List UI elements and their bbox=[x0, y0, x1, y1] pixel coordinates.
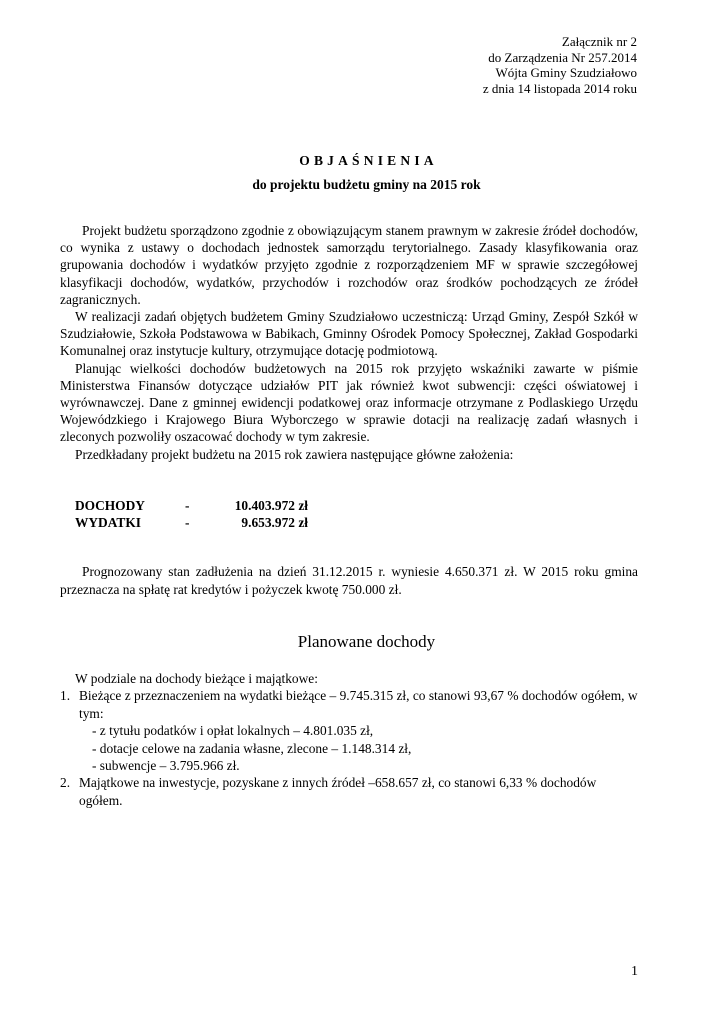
income-intro: W podziale na dochody bieżące i majątkowe: bbox=[75, 671, 318, 686]
income-value: 10.403.972 zł bbox=[234, 498, 308, 513]
expense-row bbox=[75, 514, 308, 531]
income-sublist bbox=[79, 722, 640, 774]
expense-label: WYDATKI bbox=[75, 515, 141, 531]
sub-item-grants: - dotacje celowe na zadania własne, zlecone – 1.148.314 zł, bbox=[92, 740, 412, 756]
income-item-text: Bieżące z przeznaczeniem na wydatki bieżące – 9.745.315 zł, co stanowi 93,67 % dochodów ogółem, w tym: bbox=[79, 688, 638, 721]
sub-item-subsidies: - subwencje – 3.795.966 zł. bbox=[92, 758, 240, 774]
debt-section bbox=[60, 563, 638, 598]
paragraph-units: W realizacji zadań objętych budżetem Gminy Szudziałowo uczestniczą: Urząd Gminy, Zespół Szkół w Szudziałowie, Szkoła Podstawowa w Babikach, Gminny Ośrodek Pomocy Społecznej, Zakład Gospodarki Komunalnej oraz instytucje kultury, otrzymujące dotację podmiotową. bbox=[60, 309, 638, 359]
explanations-body bbox=[60, 222, 638, 463]
paragraph-legal-basis: Projekt budżetu sporządzono zgodnie z obowiązującym stanem prawnym w zakresie źródeł dochodów, co wynika z ustawy o dochodach jednostek samorządu terytorialnego. Zasady klasyfikowania oraz grupowania dochodów i wydatków przyjęto zgodnie z rozporządzeniem MF w sprawie szczegółowej klasyfikacji dochodów, wydatków, przychodów i rozchodów oraz środków pochodzących ze źródeł zagranicznych. bbox=[60, 223, 638, 307]
sub-item-taxes: - z tytułu podatków i opłat lokalnych – 4.801.035 zł, bbox=[92, 723, 374, 739]
document-title: OBJAŚNIENIA bbox=[299, 153, 438, 168]
paragraph-assumptions: Przedkładany projekt budżetu na 2015 rok zawiera następujące główne założenia: bbox=[75, 446, 514, 462]
planned-income-section bbox=[60, 670, 640, 809]
header-line-4: z dnia 14 listopada 2014 roku bbox=[482, 80, 637, 96]
income-item-text: Majątkowe na inwestycje, pozyskane z innych źródeł –658.657 zł, co stanowi 6,33 % dochodów ogółem. bbox=[79, 775, 597, 808]
header-line-3: Wójta Gminy Szudziałowo bbox=[495, 65, 637, 81]
header-line-2: do Zarządzenia Nr 257.2014 bbox=[488, 49, 637, 65]
document-subtitle: do projektu budżetu gminy na 2015 rok bbox=[252, 177, 481, 192]
planned-income-heading: Planowane dochody bbox=[297, 632, 436, 651]
income-list bbox=[60, 687, 640, 809]
budget-summary bbox=[75, 497, 308, 532]
income-dash: - bbox=[185, 498, 190, 513]
header-line-1: Załącznik nr 2 bbox=[561, 34, 637, 49]
income-item-number: 2. bbox=[60, 775, 71, 791]
income-row bbox=[75, 497, 308, 514]
income-item-capital bbox=[60, 774, 640, 809]
debt-paragraph: Prognozowany stan zadłużenia na dzień 31.12.2015 r. wyniesie 4.650.371 zł. W 2015 roku gmina przeznacza na spłatę rat kredytów i pożyczek kwotę 750.000 zł. bbox=[60, 564, 638, 597]
income-label: DOCHODY bbox=[75, 498, 145, 513]
expense-dash: - bbox=[185, 515, 190, 531]
income-item-number: 1. bbox=[60, 688, 71, 704]
expense-value: 9.653.972 zł bbox=[241, 515, 308, 531]
paragraph-planning: Planując wielkości dochodów budżetowych na 2015 rok przyjęto wskaźniki zawarte w piśmie Ministerstwa Finansów dotyczące udziałów PIT jak również kwot subwencji: części oświatowej i wyrównawczej. Dane z gminnej ewidencji podatkowej oraz informacje otrzymane z Podlaskiego Urzędu Wojewódzkiego i Krajowego Biura Wyborczego w sprawie dotacji na realizację zadań własnych i zleconych pozwoliły oszacować dochody w tym zakresie. bbox=[60, 360, 638, 445]
income-item-current bbox=[60, 687, 640, 774]
attachment-header bbox=[483, 34, 637, 96]
page-number: 1 bbox=[631, 964, 638, 979]
